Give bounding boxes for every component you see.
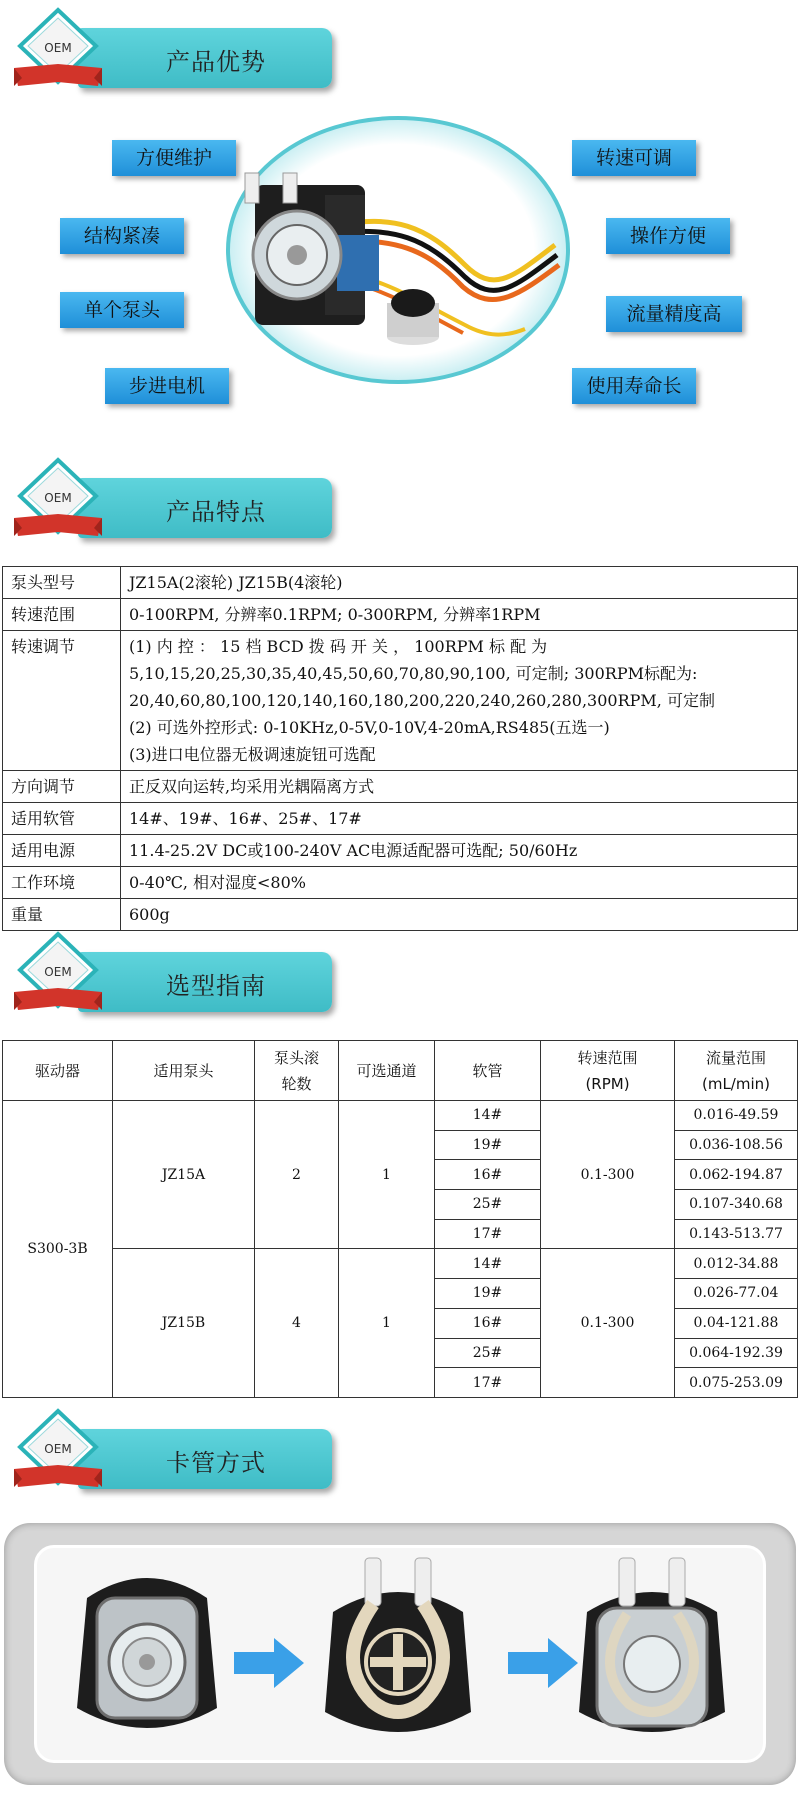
speed-cell: 0.1-300 bbox=[541, 1101, 675, 1249]
oem-badge-icon bbox=[8, 456, 108, 546]
spec-value-line: (1) 内 控 ： 15 档 BCD 拨 码 开 关 ， 100RPM 标 配 为 bbox=[129, 637, 548, 656]
pump-head-open-image bbox=[313, 1552, 483, 1752]
oem-badge-icon bbox=[8, 6, 108, 96]
spec-value-line: (2) 可选外控形式: 0-10KHz,0-5V,0-10V,4-20mA,RS485(五选一) bbox=[129, 718, 610, 737]
flow-cell: 0.012-34.88 bbox=[675, 1249, 798, 1279]
advantage-tag-easy-operation: 操作方便 bbox=[606, 218, 730, 254]
table-row bbox=[3, 899, 798, 931]
header-tube: 软管 bbox=[435, 1041, 541, 1101]
section-title: 卡管方式 bbox=[166, 1449, 266, 1477]
spec-key: 转速范围 bbox=[3, 599, 121, 631]
header-driver: 驱动器 bbox=[3, 1041, 113, 1101]
advantage-tag-flow-precision: 流量精度高 bbox=[606, 296, 742, 332]
spec-key: 转速调节 bbox=[3, 631, 121, 771]
spec-value bbox=[121, 599, 798, 631]
section-header-features bbox=[8, 456, 328, 546]
header-channels: 可选通道 bbox=[339, 1041, 435, 1101]
section-title: 选型指南 bbox=[166, 972, 266, 1000]
tube-cell: 19# bbox=[435, 1279, 541, 1309]
tube-cell: 16# bbox=[435, 1308, 541, 1338]
header-bar bbox=[78, 1429, 332, 1489]
spec-table bbox=[2, 566, 798, 931]
tube-cell: 25# bbox=[435, 1338, 541, 1368]
rollers-cell: 4 bbox=[255, 1249, 339, 1397]
table-row bbox=[3, 803, 798, 835]
tube-cell: 25# bbox=[435, 1190, 541, 1220]
arrow-right-icon bbox=[508, 1638, 578, 1688]
oem-badge-icon bbox=[8, 1407, 108, 1497]
spec-key: 工作环境 bbox=[3, 867, 121, 899]
spec-value-line: 0-100RPM, 分辨率0.1RPM; 0-300RPM, 分辨率1RPM bbox=[129, 605, 541, 624]
flow-cell: 0.04-121.88 bbox=[675, 1308, 798, 1338]
spec-value bbox=[121, 835, 798, 867]
tube-cell: 14# bbox=[435, 1249, 541, 1279]
advantage-tag-stepper-motor: 步进电机 bbox=[105, 368, 229, 404]
clamping-steps-inner bbox=[34, 1545, 766, 1763]
flow-cell: 0.107-340.68 bbox=[675, 1190, 798, 1220]
table-row bbox=[3, 631, 798, 771]
header-rollers: 泵头滚 轮数 bbox=[255, 1041, 339, 1101]
tube-cell: 17# bbox=[435, 1368, 541, 1398]
arrow-right-icon bbox=[234, 1638, 304, 1688]
section-header-clamping bbox=[8, 1407, 328, 1497]
spec-key: 适用电源 bbox=[3, 835, 121, 867]
section-title: 产品优势 bbox=[166, 48, 266, 76]
spec-key: 适用软管 bbox=[3, 803, 121, 835]
advantage-tag-speed-adjustable: 转速可调 bbox=[572, 140, 696, 176]
spec-value-line: 11.4-25.2V DC或100-240V AC电源适配器可选配; 50/60Hz bbox=[129, 841, 578, 860]
section-header-advantages bbox=[8, 6, 328, 96]
table-row bbox=[3, 835, 798, 867]
clamping-steps-panel bbox=[4, 1523, 796, 1785]
tube-cell: 17# bbox=[435, 1219, 541, 1249]
speed-cell: 0.1-300 bbox=[541, 1249, 675, 1397]
table-row bbox=[3, 1101, 798, 1131]
advantage-tag-maintenance: 方便维护 bbox=[112, 140, 236, 176]
spec-value-line: 正反双向运转,均采用光耦隔离方式 bbox=[129, 777, 375, 796]
table-row bbox=[3, 599, 798, 631]
pump-head-assembled-image bbox=[567, 1552, 737, 1752]
flow-cell: 0.026-77.04 bbox=[675, 1279, 798, 1309]
flow-cell: 0.075-253.09 bbox=[675, 1368, 798, 1398]
spec-value-line: 14#、19#、16#、25#、17# bbox=[129, 809, 362, 828]
pump-product-image bbox=[225, 115, 571, 385]
rollers-cell: 2 bbox=[255, 1101, 339, 1249]
spec-key: 方向调节 bbox=[3, 771, 121, 803]
spec-value bbox=[121, 803, 798, 835]
header-bar bbox=[78, 478, 332, 538]
advantage-tag-long-life: 使用寿命长 bbox=[572, 368, 696, 404]
spec-value-line: 20,40,60,80,100,120,140,160,180,200,220,240,260,280,300RPM, 可定制 bbox=[129, 691, 715, 710]
spec-value bbox=[121, 771, 798, 803]
spec-value bbox=[121, 631, 798, 771]
header-bar bbox=[78, 952, 332, 1012]
pump-head-closed-image bbox=[67, 1558, 227, 1748]
section-header-selection bbox=[8, 930, 328, 1020]
table-row bbox=[3, 771, 798, 803]
spec-value bbox=[121, 867, 798, 899]
header-speed: 转速范围 (RPM) bbox=[541, 1041, 675, 1101]
flow-cell: 0.036-108.56 bbox=[675, 1130, 798, 1160]
spec-value-line: (3)进口电位器无极调速旋钮可选配 bbox=[129, 745, 376, 764]
section-title: 产品特点 bbox=[166, 498, 266, 526]
flow-cell: 0.143-513.77 bbox=[675, 1219, 798, 1249]
tube-cell: 14# bbox=[435, 1101, 541, 1131]
channels-cell: 1 bbox=[339, 1101, 435, 1249]
header-bar bbox=[78, 28, 332, 88]
flow-cell: 0.062-194.87 bbox=[675, 1160, 798, 1190]
table-row bbox=[3, 1249, 798, 1279]
tube-cell: 16# bbox=[435, 1160, 541, 1190]
pumphead-cell: JZ15A bbox=[113, 1101, 255, 1249]
table-row bbox=[3, 867, 798, 899]
svg-text:OEM: OEM bbox=[44, 965, 72, 979]
driver-cell: S300-3B bbox=[3, 1101, 113, 1398]
spec-value-line: 5,10,15,20,25,30,35,40,45,50,60,70,80,90,100, 可定制; 300RPM标配为: bbox=[129, 664, 698, 683]
header-pumphead: 适用泵头 bbox=[113, 1041, 255, 1101]
spec-key: 泵头型号 bbox=[3, 567, 121, 599]
oem-badge-icon bbox=[8, 930, 108, 1020]
flow-cell: 0.016-49.59 bbox=[675, 1101, 798, 1131]
channels-cell: 1 bbox=[339, 1249, 435, 1397]
spec-value-line: 0-40℃, 相对湿度<80% bbox=[129, 873, 306, 892]
spec-value bbox=[121, 567, 798, 599]
pumphead-cell: JZ15B bbox=[113, 1249, 255, 1397]
advantage-tag-compact: 结构紧凑 bbox=[60, 218, 184, 254]
svg-text:OEM: OEM bbox=[44, 41, 72, 55]
spec-value-line: JZ15A(2滚轮) JZ15B(4滚轮) bbox=[129, 573, 343, 592]
spec-value-line: 600g bbox=[129, 905, 170, 924]
selection-table bbox=[2, 1040, 798, 1398]
table-header-row bbox=[3, 1041, 798, 1101]
header-flow: 流量范围 (mL/min) bbox=[675, 1041, 798, 1101]
spec-value bbox=[121, 899, 798, 931]
spec-key: 重量 bbox=[3, 899, 121, 931]
advantage-tag-single-head: 单个泵头 bbox=[60, 292, 184, 328]
table-row bbox=[3, 567, 798, 599]
svg-text:OEM: OEM bbox=[44, 1442, 72, 1456]
flow-cell: 0.064-192.39 bbox=[675, 1338, 798, 1368]
tube-cell: 19# bbox=[435, 1130, 541, 1160]
svg-text:OEM: OEM bbox=[44, 491, 72, 505]
